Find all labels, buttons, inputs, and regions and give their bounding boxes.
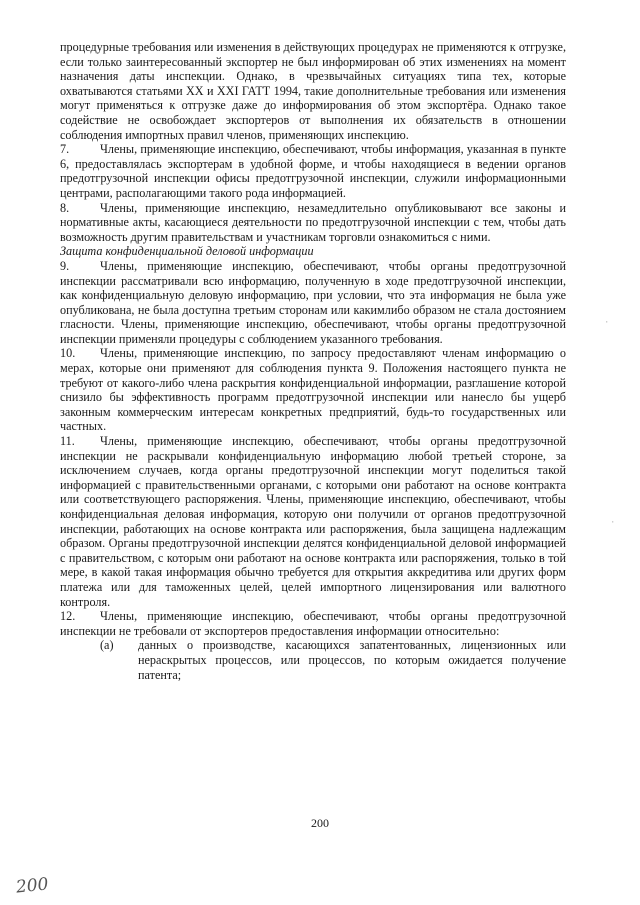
scan-speck: · [610,518,616,528]
paragraph-number: 9. [60,258,70,273]
paragraph-7 [60,142,566,200]
paragraph-number: 7. [60,142,70,157]
paragraph-10 [60,346,566,434]
paragraph-text: Члены, применяющие инспекцию, обеспечивают, чтобы органы предотгрузочной инспекции не требовали от экспортеров предоставления информации относительно: [60,609,566,638]
page-number: 200 [311,816,329,830]
paragraph-number: 12. [60,609,76,624]
document-page [60,40,566,682]
list-item-a [60,638,566,682]
paragraph-12 [60,609,566,638]
paragraph-8 [60,201,566,245]
paragraph-9 [60,259,566,347]
paragraph-text: Члены, применяющие инспекцию, обеспечивают, чтобы органы предотгрузочной инспекции рассматривали всю информацию, полученную в ходе предотгрузочной инспекции, как конфиденциальную деловую информацию, при условии, что эта информация не была уже опубликована, не была доступна третьим сторонам или какимлибо образом не стала достоянием гласности. Члены, применяющие инспекцию, обеспечивают, чтобы органы предотгрузочной инспекции применяли процедуры с соблюдением указанного требования. [60,258,566,346]
list-text: данных о производстве, касающихся запатентованных, лицензионных или нераскрытых процессов, или процессов, по которым ожидается получение патента; [138,638,566,682]
paragraph-11 [60,434,566,609]
section-heading: Защита конфиденциальной деловой информации [60,244,314,259]
paragraph-number: 8. [60,200,70,215]
handwritten-page-note: 200 [15,874,50,898]
paragraph-text: Члены, применяющие инспекцию, обеспечивают, чтобы информация, указанная в пункте 6, предоставлялась экспортерам в удобной форме, и чтобы находящиеся в ведении органов предотгрузочной инспекции офисы предотгрузочной инспекции, служили информационными центрами, располагающими такого рода информацией. [60,142,566,200]
paragraph-text: процедурные требования или изменения в действующих процедурах не применяются к отгрузке, если только заинтересованный экспортер не был информирован об этих изменениях на момент назначения даты инспекции. Однако, в чрезвычайных ситуациях типа тех, которые охватываются статьями XX и XXI ГАТТ 1994, такие дополнительные требования или изменения могут применяться к отгрузке даже до информирования об этом экспортёра. Однако такое содействие не освобождает экспортеров от выполнения их обязательств в отношении соблюдения импортных правил членов, применяющих инспекцию. [60,40,566,142]
paragraph-number: 10. [60,346,76,361]
paragraph-text: Члены, применяющие инспекцию, обеспечивают, чтобы органы предотгрузочной инспекции не раскрывали конфиденциальную информацию любой третьей стороне, за исключением случаев, когда органы предотгрузочной инспекции могут поделиться такой информацией с правительственными органами, с которыми они работают на основе контракта или соответствующего распоряжения. Члены, применяющие инспекцию, обеспечивают, чтобы конфиденциальная деловая информация, которую они получили от органов предотгрузочной инспекции, работающих на основе контракта или распоряжения, была защищена надлежащим образом. Органы предотгрузочной инспекции делятся конфиденциальной деловой информацией с правительством, с которым они работают на основе контракта или распоряжения, только в той мере, в какой такая информация обычно требуется для открытия аккредитива или других форм платежа или для таможенных целей, целей импортного лицензирования или валютного контроля. [60,434,566,609]
scan-speck: · [604,318,610,328]
paragraph-continuation [60,40,566,142]
list-label: (a) [100,638,114,653]
paragraph-text: Члены, применяющие инспекцию, по запросу предоставляют членам информацию о мерах, которые они применяют для соблюдения пункта 9. Положения настоящего пункта не требуют от какого-либо члена раскрытия конфиденциальной информации, разглашение которой снизило бы эффективность программ предотгрузочной инспекции или нанесло бы ущерб законным коммерческим интересам конкретных предприятий, будь-то государственных или частных. [60,346,566,434]
paragraph-number: 11. [60,434,75,449]
paragraph-text: Члены, применяющие инспекцию, незамедлительно опубликовывают все законы и нормативные акты, касающиеся деятельности по предотгрузочной инспекции с тем, чтобы дать возможность другим правительствам и участникам торговли ознакомиться с ними. [60,200,566,244]
